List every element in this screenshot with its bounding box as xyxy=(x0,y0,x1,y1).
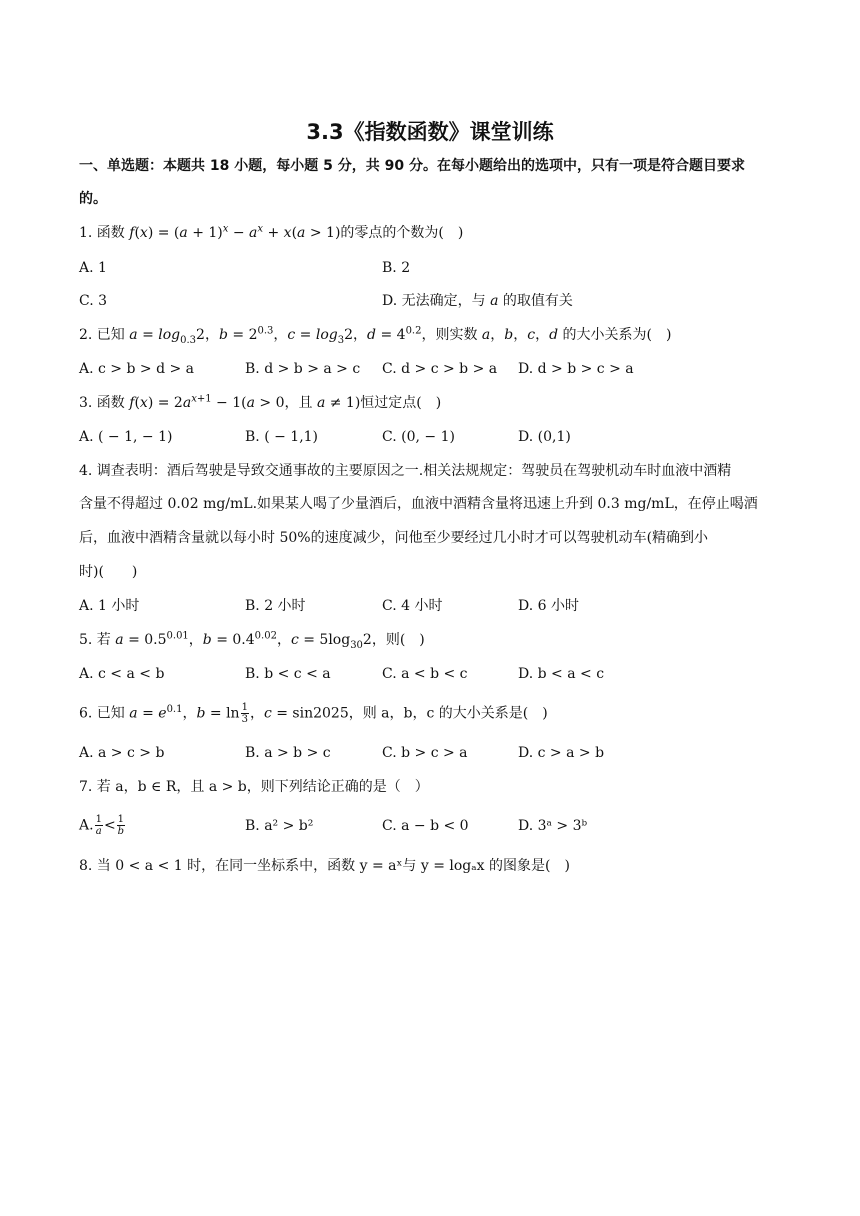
section-intro-line-1: 一、单选题：本题共 18 小题，每小题 5 分，共 90 分。在每小题给出的选项中，只有一项是符合题目要求 xyxy=(79,158,745,174)
q5-option-c[interactable]: C. a < b < c xyxy=(382,666,468,682)
q2-option-d[interactable]: D. d > b > c > a xyxy=(518,361,634,377)
q6-option-a[interactable]: A. a > c > b xyxy=(79,745,165,761)
q7-option-c[interactable]: C. a − b < 0 xyxy=(382,818,469,834)
question-8: 8. 当 0 < a < 1 时，在同一坐标系中，函数 y = aˣ与 y = logₐx 的图象是( ) xyxy=(79,858,570,874)
q5-option-a[interactable]: A. c < a < b xyxy=(79,666,165,682)
q2-option-b[interactable]: B. d > b > a > c xyxy=(245,361,361,377)
q2-option-c[interactable]: C. d > c > b > a xyxy=(382,361,498,377)
q4-option-b[interactable]: B. 2 小时 xyxy=(245,598,306,614)
question-4-line-1: 4. 调查表明：酒后驾驶是导致交通事故的主要原因之一.相关法规规定：驾驶员在驾驶机动车时血液中酒精 xyxy=(79,463,732,479)
q7-option-b[interactable]: B. a² > b² xyxy=(245,818,314,834)
q2-option-a[interactable]: A. c > b > d > a xyxy=(79,361,195,377)
question-2: 2. 已知 $a = \log_{0.3}2$，$b = 2^{0.3}$，$c = \log_32$，$d = 4^{0.2}$，则实数 a，b，c，d 的大小关系为( ) xyxy=(79,325,672,346)
question-1: 1. 函数 $f(x) = (a + 1)^x - a^x + x(a > 1)$的零点的个数为( ) xyxy=(79,223,464,241)
q4-option-a[interactable]: A. 1 小时 xyxy=(79,598,140,614)
question-6: 6. 已知 $a = e^{0.1}$，b = ln $\frac{1}{3}$ ，c = sin2025，则 a，b，c 的大小关系是( ) xyxy=(79,702,548,725)
question-4-line-2: 含量不得超过 0.02 mg/mL.如果某人喝了少量酒后，血液中酒精含量将迅速上升到 0.3 mg/mL，在停止喝酒 xyxy=(79,496,758,512)
q5-option-d[interactable]: D. b < a < c xyxy=(518,666,605,682)
question-5: 5. 若 $a = 0.5^{0.01}$，$b = 0.4^{0.02}$，$c = 5\log_{30}2$，则( ) xyxy=(79,630,425,651)
q7-option-a[interactable]: A. $\frac{1}{a}$ < $\frac{1}{b}$ xyxy=(79,814,125,837)
question-3: 3. 函数 $f(x) = 2a^{x+1} - 1(a > 0$，且 a ≠ 1)恒过定点( ) xyxy=(79,393,442,411)
fraction-one-third: $\frac{1}{3}$ xyxy=(241,702,248,725)
q6-option-b[interactable]: B. a > b > c xyxy=(245,745,331,761)
q1-option-c[interactable]: C. 3 xyxy=(79,293,108,309)
q1-option-d[interactable]: D. 无法确定，与 a 的取值有关 xyxy=(382,293,573,309)
question-7: 7. 若 a，b ∈ R，且 a > b，则下列结论正确的是（ ） xyxy=(79,779,429,795)
q7-option-d[interactable]: D. 3ᵃ > 3ᵇ xyxy=(518,818,588,834)
page-title: 3.3《指数函数》课堂训练 xyxy=(306,120,554,144)
q1-option-a[interactable]: A. 1 xyxy=(79,260,107,276)
q3-option-b[interactable]: B. ( − 1,1) xyxy=(245,429,319,445)
q1-option-b[interactable]: B. 2 xyxy=(382,260,411,276)
q4-option-c[interactable]: C. 4 小时 xyxy=(382,598,443,614)
question-4-line-4: 时)( ) xyxy=(79,564,138,580)
section-intro-line-2: 的。 xyxy=(79,191,107,207)
q4-option-d[interactable]: D. 6 小时 xyxy=(518,598,579,614)
q6-option-c[interactable]: C. b > c > a xyxy=(382,745,468,761)
q3-option-c[interactable]: C. (0, − 1) xyxy=(382,429,455,445)
question-4-line-3: 后，血液中酒精含量就以每小时 50%的速度减少，问他至少要经过几小时才可以驾驶机动车(精确到小 xyxy=(79,530,709,546)
q6-option-d[interactable]: D. c > a > b xyxy=(518,745,605,761)
q5-option-b[interactable]: B. b < c < a xyxy=(245,666,331,682)
q3-option-a[interactable]: A. ( − 1, − 1) xyxy=(79,429,173,445)
q3-option-d[interactable]: D. (0,1) xyxy=(518,429,571,445)
